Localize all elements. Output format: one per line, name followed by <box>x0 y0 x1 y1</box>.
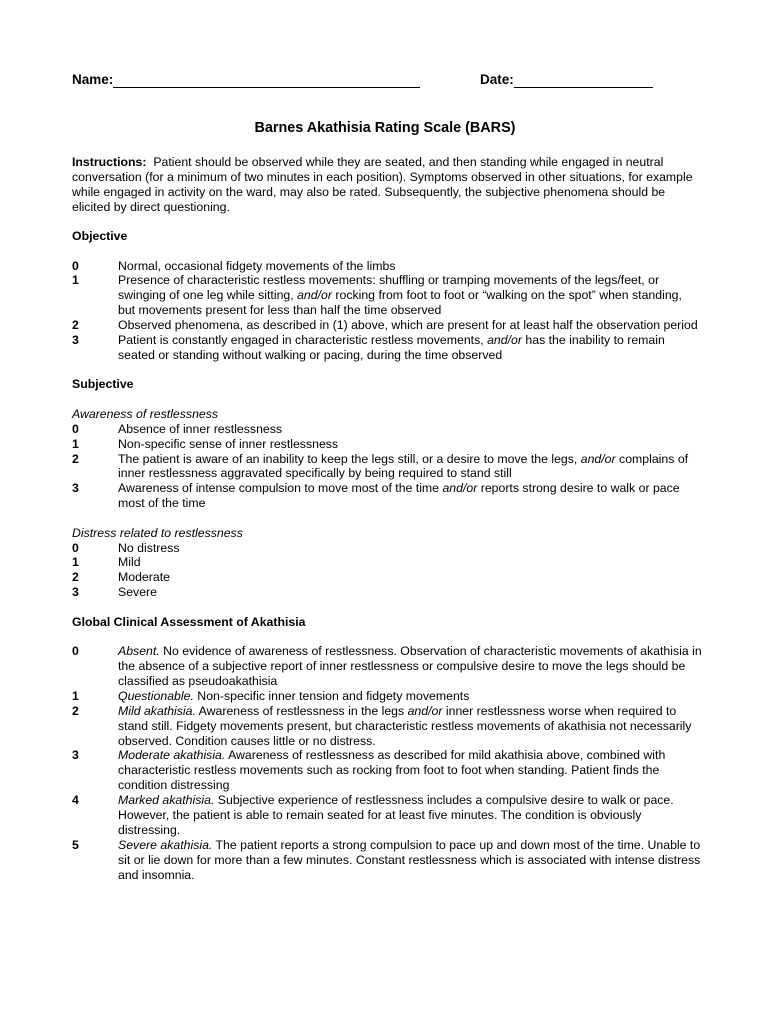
item-text-part: Awareness of intense compulsion to move most of the time <box>118 481 443 496</box>
item-text <box>118 541 702 556</box>
item-text <box>118 422 702 437</box>
item-text <box>118 838 702 883</box>
list-item <box>72 333 702 363</box>
item-text-part: Normal, occasional fidgety movements of the limbs <box>118 258 396 273</box>
item-text-part: Awareness of restlessness in the legs <box>195 703 408 718</box>
item-score: 3 <box>72 333 79 348</box>
item-score: 1 <box>72 436 79 451</box>
item-text-part: Awareness of restlessness as described for mild akathisia above, combined with characteristic restless movements such as rocking from foot to foot when standing. Patient finds the condition distressing <box>118 748 666 793</box>
item-text-emphasis: Questionable. <box>118 688 194 703</box>
item-text <box>118 689 702 704</box>
list-item <box>72 689 702 704</box>
item-text-part: No evidence of awareness of restlessness. Observation of characteristic movements of akathisia in the absence of a subjective report of inner restlessness or compulsive desire to move the legs should be classified as pseudoakathisia <box>118 644 702 688</box>
item-text-emphasis: Marked akathisia. <box>118 793 215 808</box>
date-field <box>480 73 653 88</box>
item-text <box>118 452 702 482</box>
item-text-part: Severe <box>118 585 157 600</box>
date-label: Date: <box>480 72 514 88</box>
item-score: 2 <box>72 318 79 333</box>
item-text-emphasis: Mild akathisia. <box>118 703 196 718</box>
item-text <box>118 437 702 452</box>
list-item <box>72 838 702 883</box>
item-text <box>118 555 702 570</box>
list-item <box>72 704 702 749</box>
item-text-part: Patient is constantly engaged in characteristic restless movements, <box>118 333 488 348</box>
item-score: 0 <box>72 421 79 436</box>
list-item <box>72 318 702 333</box>
global-list <box>72 644 702 883</box>
list-item <box>72 748 702 793</box>
item-text-part: Presence of characteristic restless movements: shuffling or tramping movements of the legs/feet, or swinging of one leg while sitting, <box>118 273 660 303</box>
list-item <box>72 422 702 437</box>
item-text <box>118 585 702 600</box>
item-score: 1 <box>72 688 79 703</box>
instructions-label: Instructions: <box>72 155 147 169</box>
item-score: 3 <box>72 585 79 600</box>
item-text-emphasis: and/or <box>580 451 616 466</box>
item-text-part: No distress <box>118 540 180 555</box>
item-score: 2 <box>72 703 79 718</box>
instructions <box>72 155 702 215</box>
list-item <box>72 481 702 511</box>
item-text-part: rocking from foot to foot or “walking on the spot” when standing, but movements present for less than half the time observed <box>118 288 682 318</box>
item-text <box>118 273 702 318</box>
item-score: 0 <box>72 644 79 659</box>
item-score: 1 <box>72 273 79 288</box>
list-item <box>72 585 702 600</box>
item-score: 3 <box>72 748 79 763</box>
item-score: 0 <box>72 540 79 555</box>
objective-list <box>72 259 702 363</box>
list-item <box>72 437 702 452</box>
list-item <box>72 555 702 570</box>
item-text-part: Subjective experience of restlessness includes a compulsive desire to walk or pace. However, the patient is able to remain seated for at least five minutes. The condition is obviously distressing. <box>118 793 674 837</box>
item-score: 5 <box>72 837 79 852</box>
item-text-part: Non-specific sense of inner restlessness <box>118 436 339 451</box>
item-text-emphasis: Absent. <box>118 644 160 659</box>
distress-list <box>72 541 702 601</box>
item-score: 2 <box>72 570 79 585</box>
item-score: 2 <box>72 451 79 466</box>
objective-heading: Objective <box>72 229 128 244</box>
date-blank-line[interactable] <box>514 73 653 88</box>
item-text-part: Moderate <box>118 570 170 585</box>
item-text-part: Mild <box>118 555 141 570</box>
item-text <box>118 570 702 585</box>
subjective-heading: Subjective <box>72 377 134 392</box>
list-item <box>72 570 702 585</box>
item-text <box>118 259 702 274</box>
name-field <box>72 73 420 88</box>
awareness-list <box>72 422 702 511</box>
item-text <box>118 793 702 838</box>
item-text-emphasis: and/or <box>297 288 332 303</box>
document-body <box>72 155 702 883</box>
header-fields <box>72 73 702 93</box>
name-label: Name: <box>72 72 114 88</box>
global-heading: Global Clinical Assessment of Akathisia <box>72 614 306 629</box>
item-text-part: The patient reports a strong compulsion to pace up and down most of the time. Unable to sit or lie down for more than a few minutes. Constant restlessness which is associated with intense distress and insomnia. <box>118 837 701 882</box>
item-text-part: Absence of inner restlessness <box>118 421 283 436</box>
item-score: 1 <box>72 555 79 570</box>
name-blank-line[interactable] <box>113 73 420 88</box>
instructions-text: Patient should be observed while they are seated, and then standing while engaged in neutral conversation (for a minimum of two minutes in each position). Symptoms observed in other situations, for example while engaged in activity on the ward, may also be rated. Subsequently, the subjective phenomena should be elicited by direct questioning. <box>72 155 693 214</box>
item-text <box>118 748 702 793</box>
list-item <box>72 259 702 274</box>
item-score: 0 <box>72 258 79 273</box>
item-text-part: Non-specific inner tension and fidgety movements <box>193 688 470 703</box>
item-text-part: The patient is aware of an inability to keep the legs still, or a desire to move the legs, <box>118 451 581 466</box>
item-text-part: complains of inner restlessness aggravated specifically by being required to stand still <box>118 451 689 481</box>
page-title: Barnes Akathisia Rating Scale (BARS) <box>254 120 516 136</box>
list-item <box>72 644 702 689</box>
item-text <box>118 481 702 511</box>
item-text <box>118 318 702 333</box>
item-score: 4 <box>72 793 79 808</box>
item-text <box>118 704 702 749</box>
item-text-emphasis: and/or <box>442 481 478 496</box>
item-text-part: has the inability to remain seated or standing without walking or pacing, during the time observed <box>118 333 665 362</box>
awareness-subheading: Awareness of restlessness <box>72 406 219 421</box>
item-text-emphasis: Moderate akathisia. <box>118 748 226 763</box>
item-text <box>118 333 702 363</box>
list-item <box>72 452 702 482</box>
item-score: 3 <box>72 481 79 496</box>
item-text-emphasis: and/or <box>487 333 522 348</box>
item-text-part: inner restlessness worse when required to stand still. Fidgety movements present, but characteristic restless movements of akathisia not necessarily observed. Condition causes little or no distress. <box>118 703 692 748</box>
list-item <box>72 793 702 838</box>
distress-subheading: Distress related to restlessness <box>72 525 243 540</box>
item-text-part: Observed phenomena, as described in (1) above, which are present for at least half the observation period <box>118 318 698 333</box>
item-text <box>118 644 702 689</box>
list-item <box>72 541 702 556</box>
item-text-part: reports strong desire to walk or pace most of the time <box>118 481 680 511</box>
item-text-emphasis: and/or <box>407 703 443 718</box>
item-text-emphasis: Severe akathisia. <box>118 837 213 852</box>
list-item <box>72 273 702 318</box>
